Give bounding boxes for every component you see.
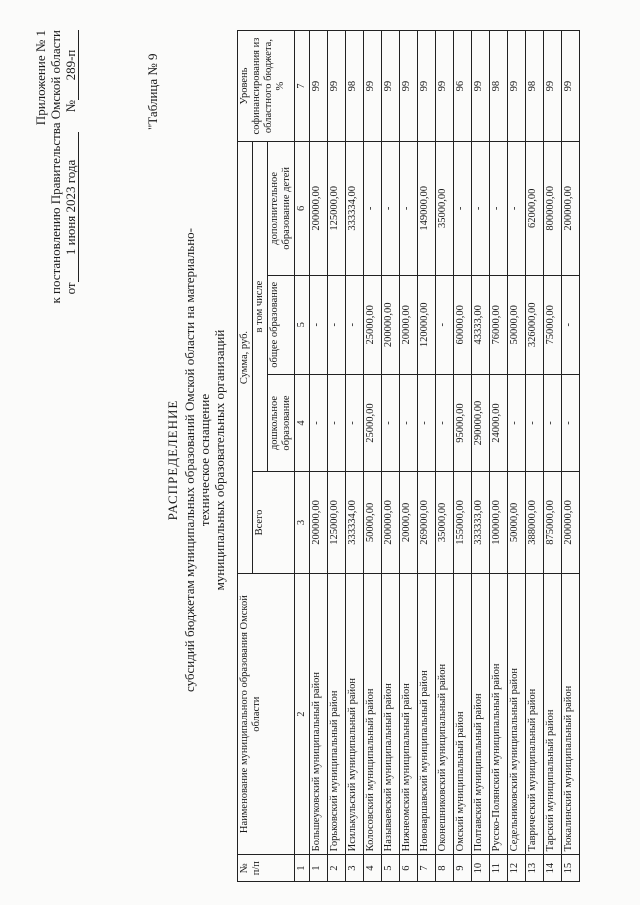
- appendix-title: Приложение № 1: [33, 30, 48, 126]
- amount-additional: 125000,00: [328, 142, 346, 275]
- colnum: 7: [295, 31, 310, 142]
- cofinancing-level: 99: [562, 31, 580, 142]
- amount-total: 269000,00: [418, 472, 436, 574]
- amount-additional: 333334,00: [346, 142, 364, 275]
- amount-additional: 149000,00: [418, 142, 436, 275]
- decree-number: 289-п: [63, 30, 79, 100]
- amount-additional: 35000,00: [436, 142, 454, 275]
- cofinancing-level: 99: [400, 31, 418, 142]
- table-row: [562, 31, 580, 882]
- cofinancing-level: 98: [346, 31, 364, 142]
- amount-general: 20000,00: [400, 275, 418, 374]
- amount-total: 333334,00: [346, 472, 364, 574]
- table-row: [382, 31, 400, 882]
- amount-total: 388000,00: [526, 472, 544, 574]
- header-num: № п/п: [238, 855, 295, 882]
- appendix-decree: к постановлению Правительства Омской области: [48, 30, 63, 304]
- rotated-document: [15, 15, 625, 890]
- amount-additional: 62000,00: [526, 142, 544, 275]
- amount-total: 200000,00: [310, 472, 328, 574]
- cofinancing-level: 99: [310, 31, 328, 142]
- amount-preschool: 24000,00: [490, 375, 508, 472]
- row-number: 8: [436, 855, 454, 882]
- amount-general: 43333,00: [472, 275, 490, 374]
- table-row: [346, 31, 364, 882]
- municipality-name: Седельниковский муниципальный район: [508, 573, 526, 854]
- amount-preschool: -: [418, 375, 436, 472]
- amount-general: -: [562, 275, 580, 374]
- amount-additional: -: [472, 142, 490, 275]
- table-row: [328, 31, 346, 882]
- amount-total: 50000,00: [508, 472, 526, 574]
- amount-preschool: -: [544, 375, 562, 472]
- row-number: 5: [382, 855, 400, 882]
- amount-general: 120000,00: [418, 275, 436, 374]
- appendix-date-line: [63, 30, 79, 330]
- amount-general: 326000,00: [526, 275, 544, 374]
- table-body: [310, 31, 580, 882]
- table-row: [508, 31, 526, 882]
- amount-preschool: -: [328, 375, 346, 472]
- amount-total: 35000,00: [436, 472, 454, 574]
- amount-preschool: -: [346, 375, 364, 472]
- amount-additional: 200000,00: [310, 142, 328, 275]
- amount-general: -: [436, 275, 454, 374]
- amount-general: 200000,00: [382, 275, 400, 374]
- amount-total: 875000,00: [544, 472, 562, 574]
- row-number: 15: [562, 855, 580, 882]
- row-number: 11: [490, 855, 508, 882]
- amount-general: -: [346, 275, 364, 374]
- amount-additional: 200000,00: [562, 142, 580, 275]
- row-number: 2: [328, 855, 346, 882]
- header-preschool: дошкольное образование: [268, 375, 295, 472]
- amount-total: 200000,00: [562, 472, 580, 574]
- row-number: 3: [346, 855, 364, 882]
- document-heading: РАСПРЕДЕЛЕНИЕ: [165, 399, 180, 521]
- colnum: 3: [295, 472, 310, 574]
- table-row: [526, 31, 544, 882]
- municipality-name: Оконешниковский муниципальный район: [436, 573, 454, 854]
- header-level: Уровень софинансирования из областного бюджета, %: [238, 31, 295, 142]
- colnum: 4: [295, 375, 310, 472]
- cofinancing-level: 98: [526, 31, 544, 142]
- amount-preschool: -: [562, 375, 580, 472]
- table-number-label: "Таблица № 9: [145, 53, 160, 130]
- municipality-name: Омский муниципальный район: [454, 573, 472, 854]
- amount-additional: -: [382, 142, 400, 275]
- cofinancing-level: 99: [472, 31, 490, 142]
- amount-preschool: 95000,00: [454, 375, 472, 472]
- table-row: [400, 31, 418, 882]
- cofinancing-level: 99: [418, 31, 436, 142]
- row-number: 6: [400, 855, 418, 882]
- cofinancing-level: 99: [382, 31, 400, 142]
- amount-general: 76000,00: [490, 275, 508, 374]
- amount-additional: -: [364, 142, 382, 275]
- column-number-row: [295, 31, 310, 882]
- row-number: 1: [310, 855, 328, 882]
- header-name: Наименование муниципального образования Омской области: [238, 573, 295, 854]
- colnum: 5: [295, 275, 310, 374]
- amount-preschool: -: [400, 375, 418, 472]
- appendix-block: [33, 30, 79, 330]
- cofinancing-level: 99: [364, 31, 382, 142]
- municipality-name: Горьковский муниципальный район: [328, 573, 346, 854]
- amount-total: 20000,00: [400, 472, 418, 574]
- municipality-name: Большеуковский муниципальный район: [310, 573, 328, 854]
- header-general: общее образование: [268, 275, 295, 374]
- amount-total: 155000,00: [454, 472, 472, 574]
- row-number: 4: [364, 855, 382, 882]
- amount-preschool: -: [382, 375, 400, 472]
- cofinancing-level: 99: [544, 31, 562, 142]
- amount-general: -: [310, 275, 328, 374]
- amount-total: 125000,00: [328, 472, 346, 574]
- row-number: 13: [526, 855, 544, 882]
- amount-preschool: 290000,00: [472, 375, 490, 472]
- title-line-2: муниципальных образовательных организаций: [212, 329, 227, 591]
- amount-total: 50000,00: [364, 472, 382, 574]
- municipality-name: Русско-Полянский муниципальный район: [490, 573, 508, 854]
- amount-additional: -: [490, 142, 508, 275]
- row-number: 9: [454, 855, 472, 882]
- table-row: [490, 31, 508, 882]
- cofinancing-level: 99: [436, 31, 454, 142]
- header-sum: Сумма, руб.: [238, 142, 253, 574]
- amount-additional: -: [454, 142, 472, 275]
- header-additional: дополнительное образование детей: [268, 142, 295, 275]
- municipality-name: Тарский муниципальный район: [544, 573, 562, 854]
- amount-additional: -: [400, 142, 418, 275]
- amount-general: 75000,00: [544, 275, 562, 374]
- municipality-name: Тюкалинский муниципальный район: [562, 573, 580, 854]
- amount-general: 50000,00: [508, 275, 526, 374]
- header-including: в том числе: [253, 142, 268, 472]
- table-row: [418, 31, 436, 882]
- row-number: 10: [472, 855, 490, 882]
- table-row: [364, 31, 382, 882]
- amount-general: -: [328, 275, 346, 374]
- table-row: [310, 31, 328, 882]
- table-row: [472, 31, 490, 882]
- amount-preschool: -: [310, 375, 328, 472]
- cofinancing-level: 96: [454, 31, 472, 142]
- table-row: [544, 31, 562, 882]
- amount-total: 333333,00: [472, 472, 490, 574]
- header-total: Всего: [253, 472, 295, 574]
- municipality-name: Колосовский муниципальный район: [364, 573, 382, 854]
- row-number: 7: [418, 855, 436, 882]
- title-line-1: субсидий бюджетам муниципальных образований Омской области на материально-техническое оснащение: [182, 227, 212, 693]
- row-number: 12: [508, 855, 526, 882]
- municipality-name: Называевский муниципальный район: [382, 573, 400, 854]
- amount-general: 60000,00: [454, 275, 472, 374]
- municipality-name: Таврический муниципальный район: [526, 573, 544, 854]
- number-label: №: [63, 100, 78, 113]
- amount-preschool: -: [508, 375, 526, 472]
- decree-date: 1 июня 2023 года: [63, 132, 79, 282]
- cofinancing-level: 98: [490, 31, 508, 142]
- municipality-name: Полтавский муниципальный район: [472, 573, 490, 854]
- amount-preschool: -: [436, 375, 454, 472]
- table-row: [436, 31, 454, 882]
- amount-preschool: -: [526, 375, 544, 472]
- amount-additional: 800000,00: [544, 142, 562, 275]
- title-block: [165, 200, 227, 720]
- amount-general: 25000,00: [364, 275, 382, 374]
- amount-total: 200000,00: [382, 472, 400, 574]
- colnum: 2: [295, 573, 310, 854]
- municipality-name: Нижнеомский муниципальный район: [400, 573, 418, 854]
- cofinancing-level: 99: [508, 31, 526, 142]
- amount-preschool: 25000,00: [364, 375, 382, 472]
- amount-total: 100000,00: [490, 472, 508, 574]
- municipality-name: Исилькульский муниципальный район: [346, 573, 364, 854]
- subsidy-table: [237, 30, 580, 882]
- colnum: 6: [295, 142, 310, 275]
- colnum: 1: [295, 855, 310, 882]
- municipality-name: Нововаршавский муниципальный район: [418, 573, 436, 854]
- row-number: 14: [544, 855, 562, 882]
- table-row: [454, 31, 472, 882]
- cofinancing-level: 99: [328, 31, 346, 142]
- amount-additional: -: [508, 142, 526, 275]
- from-label: от: [63, 282, 78, 295]
